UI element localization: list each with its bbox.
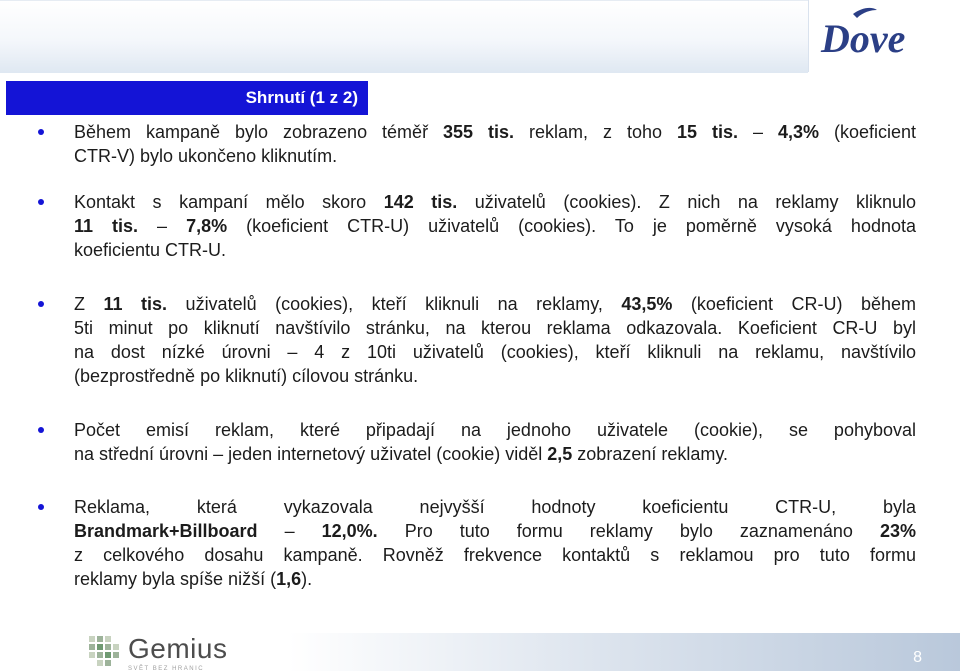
- text-run: Pro tuto formu reklamy bylo zaznamenáno: [377, 521, 880, 541]
- text-run: (koeficient CTR-U) uživatelů (cookies). To je poměrně vysoká hodnota: [227, 216, 916, 236]
- text-run: Reklama, která vykazovala nejvyšší hodnoty koeficientu CTR-U, byla: [74, 497, 916, 517]
- bullet-line: [74, 190, 916, 214]
- slide-title: Shrnutí (1 z 2): [245, 88, 358, 107]
- bullet-text: [74, 120, 916, 168]
- text-run: (koeficient: [819, 122, 917, 142]
- bold-run: 15 tis.: [676, 122, 738, 142]
- text-run: –: [257, 521, 322, 541]
- bold-run: 1,6: [276, 569, 302, 589]
- text-run: uživatelů (cookies). Z nich na reklamy kliknulo: [457, 192, 916, 212]
- bold-run: 4,3%: [777, 122, 819, 142]
- bullet-line: [74, 442, 916, 466]
- bold-run: Brandmark+Billboard: [74, 521, 258, 541]
- bold-run: 142 tis.: [383, 192, 458, 212]
- bullet-line: [74, 364, 916, 388]
- text-run: Kontakt s kampaní mělo skoro: [74, 192, 384, 212]
- text-run: Z: [74, 294, 104, 314]
- text-run: reklam, z toho: [514, 122, 677, 142]
- text-run: na střední úrovni – jeden internetový uživatel (cookie) viděl: [74, 444, 548, 464]
- bullet-marker: [38, 427, 44, 433]
- bullet-marker: [38, 199, 44, 205]
- text-run: ).: [301, 569, 313, 589]
- bold-run: 12,0%.: [321, 521, 378, 541]
- bold-run: 43,5%: [621, 294, 673, 314]
- bullet-text: [74, 495, 916, 591]
- bold-run: 23%: [879, 521, 916, 541]
- text-run: z celkového dosahu kampaně. Rovněž frekvence kontaktů s reklamou pro tuto formu: [74, 545, 916, 565]
- text-run: –: [138, 216, 187, 236]
- text-run: –: [738, 122, 778, 142]
- bullet-line: [74, 292, 916, 316]
- dove-logo-text: Dove: [821, 16, 906, 61]
- bullet-line: [74, 495, 916, 519]
- bold-run: 355 tis.: [443, 122, 515, 142]
- text-run: reklamy byla spíše nižší (: [74, 569, 277, 589]
- bullet-line: [74, 120, 916, 144]
- text-run: 5ti minut po kliknutí navštívilo stránku, na kterou reklama odkazovala. Koeficient CR-U byl: [74, 318, 916, 338]
- slide-title-bar: [6, 81, 368, 115]
- bold-run: 2,5: [547, 444, 573, 464]
- bullet-marker: [38, 504, 44, 510]
- bold-run: 7,8%: [186, 216, 228, 236]
- header-band: [0, 0, 808, 73]
- bullet-marker: [38, 301, 44, 307]
- bold-run: 11 tis.: [103, 294, 168, 314]
- bullet-line: [74, 519, 916, 543]
- dove-logo: [813, 2, 959, 68]
- text-run: (koeficient CR-U) během: [672, 294, 916, 314]
- bullet-text: [74, 418, 916, 466]
- bullet-marker: [38, 129, 44, 135]
- bullet-line: [74, 238, 916, 262]
- text-run: na dost nízké úrovni – 4 z 10ti uživatelů (cookies), kteří kliknuli na reklamu, navštívilo: [74, 342, 916, 362]
- bullet-line: [74, 418, 916, 442]
- text-run: Během kampaně bylo zobrazeno téměř: [74, 122, 444, 142]
- gemius-brand-name: Gemius: [128, 633, 228, 664]
- bullet-line: [74, 144, 916, 168]
- page-number: 8: [913, 649, 922, 666]
- bold-run: 11 tis.: [74, 216, 139, 236]
- bullet-line: [74, 543, 916, 567]
- text-run: zobrazení reklamy.: [572, 444, 729, 464]
- text-run: CTR-V) bylo ukončeno kliknutím.: [74, 146, 338, 166]
- bullet-line: [74, 340, 916, 364]
- text-run: (bezprostředně po kliknutí) cílovou stránku.: [74, 366, 419, 386]
- text-run: uživatelů (cookies), kteří kliknuli na reklamy,: [167, 294, 622, 314]
- bullet-line: [74, 214, 916, 238]
- dove-logo-panel: [808, 0, 960, 72]
- text-run: koeficientu CTR-U.: [74, 240, 227, 260]
- bullet-text: [74, 292, 916, 388]
- text-run: Počet emisí reklam, které připadají na jednoho uživatele (cookie), se pohyboval: [74, 420, 916, 440]
- bullet-line: [74, 316, 916, 340]
- gemius-tagline: SVĚT BEZ HRANIC: [128, 666, 205, 672]
- bullet-text: [74, 190, 916, 262]
- bullet-line: [74, 567, 916, 591]
- gemius-logo-icon: [87, 634, 123, 668]
- footer: [0, 633, 960, 671]
